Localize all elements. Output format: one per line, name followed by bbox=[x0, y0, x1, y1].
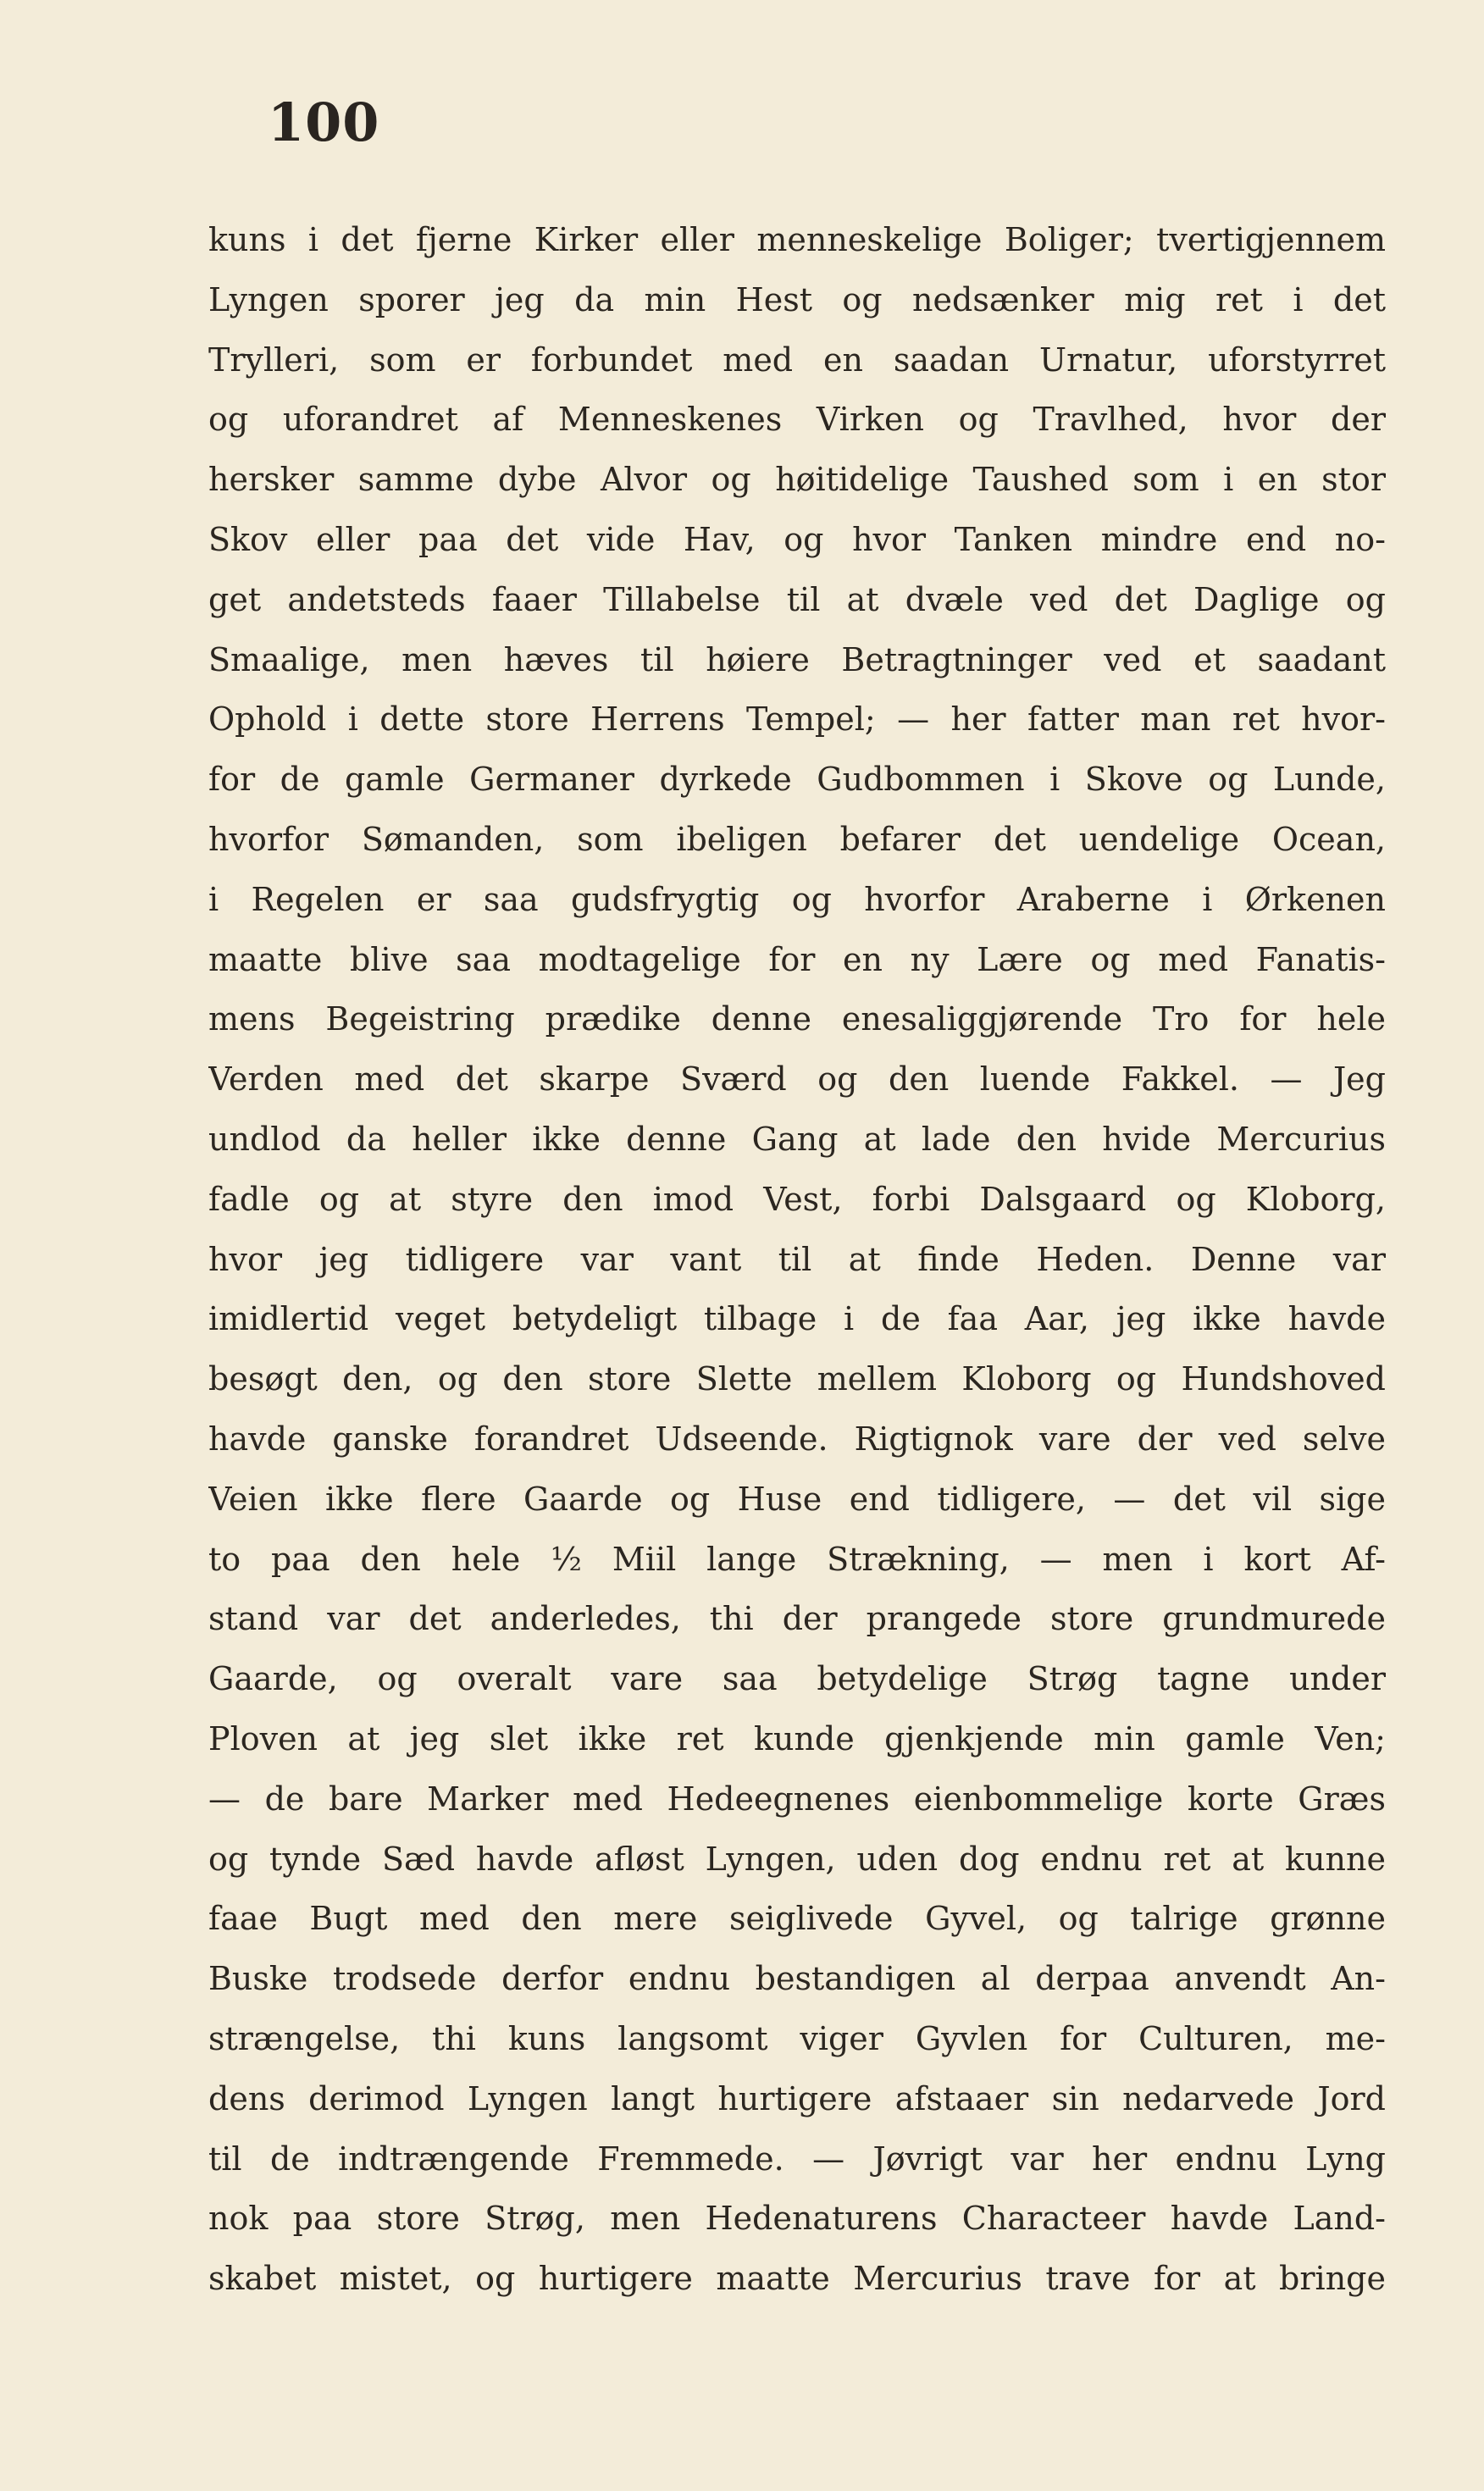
text-line: Gaarde, og overalt vare saa betydelige Strøg tagne under bbox=[208, 1660, 1386, 1698]
text-line: Skov eller paa det vide Hav, og hvor Tanken mindre end no- bbox=[208, 520, 1386, 558]
text-line: to paa den hele ½ Miil lange Strækning, — men i kort Af- bbox=[208, 1540, 1386, 1578]
text-line: i Regelen er saa gudsfrygtig og hvorfor Araberne i Ørkenen bbox=[208, 880, 1386, 918]
text-line: strængelse, thi kuns langsomt viger Gyvlen for Culturen, me- bbox=[208, 2019, 1386, 2057]
text-line: hvorfor Sømanden, som ibeligen befarer det uendelige Ocean, bbox=[208, 820, 1386, 858]
text-line: for de gamle Germaner dyrkede Gudbommen i Skove og Lunde, bbox=[208, 761, 1386, 799]
text-line: havde ganske forandret Udseende. Rigtignok vare der ved selve bbox=[208, 1420, 1386, 1458]
text-line: stand var det anderledes, thi der prangede store grundmurede bbox=[208, 1600, 1386, 1638]
text-line: — de bare Marker med Hedeegnenes eienbommelige korte Græs bbox=[208, 1780, 1386, 1818]
text-line: hvor jeg tidligere var vant til at finde Heden. Denne var bbox=[208, 1240, 1386, 1278]
body-text bbox=[208, 210, 1386, 2309]
text-line: til de indtrængende Fremmede. — Jøvrigt var her endnu Lyng bbox=[208, 2139, 1386, 2178]
text-line: og tynde Sæd havde afløst Lyngen, uden dog endnu ret at kunne bbox=[208, 1840, 1386, 1878]
text-line: fadle og at styre den imod Vest, forbi Dalsgaard og Kloborg, bbox=[208, 1180, 1386, 1218]
text-line: imidlertid veget betydeligt tilbage i de faa Aar, jeg ikke havde bbox=[208, 1300, 1386, 1338]
text-line: og uforandret af Menneskenes Virken og Travlhed, hvor der bbox=[208, 401, 1386, 439]
text-line: undlod da heller ikke denne Gang at lade den hvide Mercurius bbox=[208, 1120, 1386, 1158]
text-line: get andetsteds faaer Tillabelse til at dvæle ved det Daglige og bbox=[208, 580, 1386, 618]
text-line: hersker samme dybe Alvor og høitidelige Taushed som i en stor bbox=[208, 461, 1386, 499]
text-line: Buske trodsede derfor endnu bestandigen al derpaa anvendt An- bbox=[208, 1960, 1386, 1998]
text-line: skabet mistet, og hurtigere maatte Mercurius trave for at bringe bbox=[208, 2260, 1386, 2298]
text-line: Verden med det skarpe Sværd og den luende Fakkel. — Jeg bbox=[208, 1060, 1386, 1099]
text-line: nok paa store Strøg, men Hedenaturens Characteer havde Land- bbox=[208, 2200, 1386, 2238]
page-number: 100 bbox=[268, 91, 380, 153]
text-line: Ploven at jeg slet ikke ret kunde gjenkjende min gamle Ven; bbox=[208, 1719, 1386, 1758]
text-line: Smaalige, men hæves til høiere Betragtninger ved et saadant bbox=[208, 640, 1386, 678]
text-line: Lyngen sporer jeg da min Hest og nedsænker mig ret i det bbox=[208, 280, 1386, 318]
text-line: dens derimod Lyngen langt hurtigere afstaaer sin nedarvede Jord bbox=[208, 2079, 1386, 2117]
text-line: maatte blive saa modtagelige for en ny Lære og med Fanatis- bbox=[208, 940, 1386, 978]
text-line: Ophold i dette store Herrens Tempel; — her fatter man ret hvor- bbox=[208, 700, 1386, 739]
text-line: faae Bugt med den mere seiglivede Gyvel, og talrige grønne bbox=[208, 1900, 1386, 1938]
text-line: kuns i det fjerne Kirker eller menneskelige Boliger; tvertigjennem bbox=[208, 221, 1386, 258]
text-line: Veien ikke flere Gaarde og Huse end tidligere, — det vil sige bbox=[208, 1480, 1386, 1518]
text-line: mens Begeistring prædike denne enesaliggjørende Tro for hele bbox=[208, 1000, 1386, 1038]
text-line: besøgt den, og den store Slette mellem Kloborg og Hundshoved bbox=[208, 1360, 1386, 1398]
text-line: Trylleri, som er forbundet med en saadan Urnatur, uforstyrret bbox=[208, 340, 1386, 379]
